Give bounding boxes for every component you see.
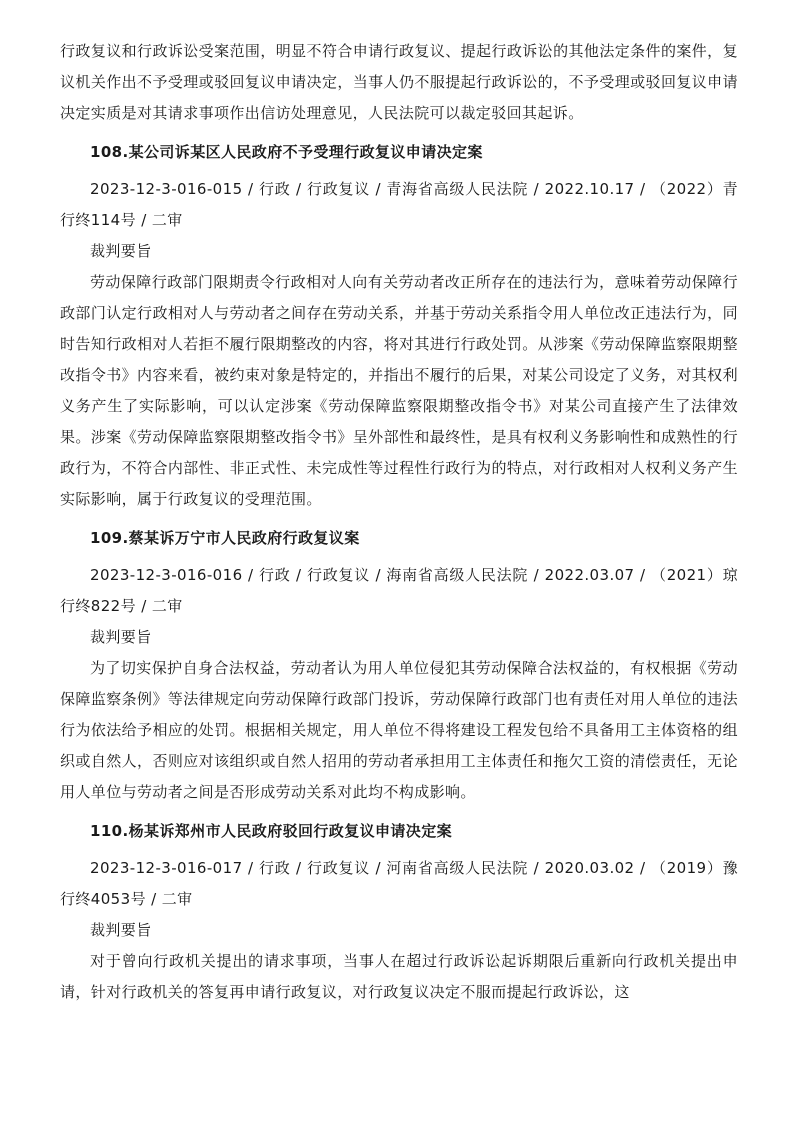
gist-paragraph: 劳动保障行政部门限期责令行政相对人向有关劳动者改正所存在的违法行为，意味着劳动保障行政部门认定行政相对人与劳动者之间存在劳动关系，并基于劳动关系指令用人单位改正违法行为，同时告知行政相对人若拒不履行限期整改的内容，将对其进行行政处罚。从涉案《劳动保障监察限期整改指令书》内容来看，被约束对象是特定的，并指出不履行的后果，对某公司设定了义务，对其权利义务产生了实际影响，可以认定涉案《劳动保障监察限期整改指令书》对某公司直接产生了法律效果。涉案《劳动保障监察限期整改指令书》呈外部性和最终性，是具有权利义务影响性和成熟性的行政行为，不符合内部性、非正式性、未完成性等过程性行政行为的特点，对行政相对人权利义务产生实际影响，属于行政复议的受理范围。 bbox=[60, 273, 738, 508]
case-109 bbox=[60, 515, 738, 808]
case-110 bbox=[60, 808, 738, 1008]
case-meta: 2023-12-3-016-017 / 行政 / 行政复议 / 河南省高级人民法院 / 2020.03.02 / （2019）豫行终4053号 / 二审 bbox=[60, 859, 738, 908]
case-meta: 2023-12-3-016-016 / 行政 / 行政复议 / 海南省高级人民法院 / 2022.03.07 / （2021）琼行终822号 / 二审 bbox=[60, 566, 738, 615]
case-title: 109.蔡某诉万宁市人民政府行政复议案 bbox=[90, 529, 360, 547]
gist-paragraph: 对于曾向行政机关提出的请求事项，当事人在超过行政诉讼起诉期限后重新向行政机关提出申请，针对行政机关的答复再申请行政复议，对行政复议决定不服而提起行政诉讼，这 bbox=[60, 952, 738, 1001]
case-title: 110.杨某诉郑州市人民政府驳回行政复议申请决定案 bbox=[90, 822, 453, 840]
gist-paragraph: 为了切实保护自身合法权益，劳动者认为用人单位侵犯其劳动保障合法权益的，有权根据《劳动保障监察条例》等法律规定向劳动保障行政部门投诉，劳动保障行政部门也有责任对用人单位的违法行为依法给予相应的处罚。根据相关规定，用人单位不得将建设工程发包给不具备用工主体资格的组织或自然人，否则应对该组织或自然人招用的劳动者承担用工主体责任和拖欠工资的清偿责任，无论用人单位与劳动者之间是否形成劳动关系对此均不构成影响。 bbox=[60, 659, 738, 801]
gist-label: 裁判要旨 bbox=[90, 242, 152, 260]
gist-label: 裁判要旨 bbox=[90, 628, 152, 646]
gist-label: 裁判要旨 bbox=[90, 921, 152, 939]
document-page bbox=[60, 36, 738, 1008]
case-title: 108.某公司诉某区人民政府不予受理行政复议申请决定案 bbox=[90, 143, 483, 161]
case-meta: 2023-12-3-016-015 / 行政 / 行政复议 / 青海省高级人民法院 / 2022.10.17 / （2022）青行终114号 / 二审 bbox=[60, 180, 738, 229]
case-108 bbox=[60, 129, 738, 515]
intro-paragraph: 行政复议和行政诉讼受案范围，明显不符合申请行政复议、提起行政诉讼的其他法定条件的案件，复议机关作出不予受理或驳回复议申请决定，当事人仍不服提起行政诉讼的，不予受理或驳回复议申请决定实质是对其请求事项作出信访处理意见，人民法院可以裁定驳回其起诉。 bbox=[60, 42, 738, 122]
